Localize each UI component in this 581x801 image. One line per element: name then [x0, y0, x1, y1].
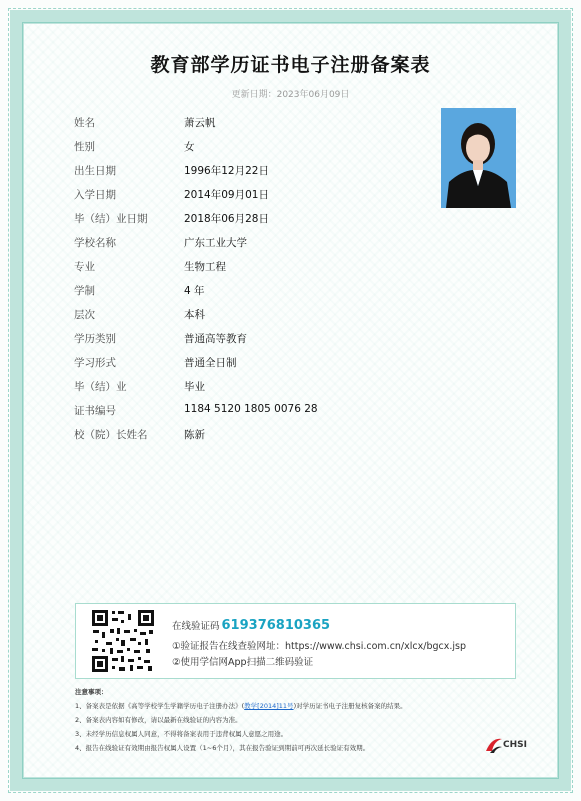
verify-app-line: ②使用学信网App扫描二维码验证	[172, 657, 314, 668]
field-label: 毕（结）业日期	[74, 213, 148, 225]
field-row	[74, 403, 434, 425]
field-label: 毕（结）业	[74, 381, 127, 393]
field-label: 学校名称	[74, 237, 116, 249]
field-row	[74, 187, 434, 209]
field-value: 1184 5120 1805 0076 28	[184, 403, 318, 415]
note-item: 2、备案表内容如有修改，请以最新在线验证的内容为准。	[75, 716, 242, 724]
update-date: 更新日期：2023年06月09日	[231, 90, 350, 100]
field-label: 学历类别	[74, 333, 116, 345]
field-label: 姓名	[74, 117, 95, 129]
verify-code-line	[172, 618, 330, 633]
field-row	[74, 379, 434, 401]
field-value: 毕业	[184, 381, 205, 393]
field-row	[74, 283, 434, 305]
field-label: 入学日期	[74, 189, 116, 201]
notes-section	[75, 687, 495, 757]
note-item: 4、报告在线验证有效期由报告权属人设置（1~6个月），其在报告验证到期前可再次延长验证有效期。	[75, 744, 370, 752]
note-text: )对学历证书电子注册复核备案的结果。	[293, 702, 407, 710]
field-label: 证书编号	[74, 405, 116, 417]
field-label: 学制	[74, 285, 95, 297]
chsi-logo-text: CHSI	[503, 740, 527, 750]
field-row	[74, 307, 434, 329]
field-value: 女	[184, 141, 195, 153]
document-title: 教育部学历证书电子注册备案表	[150, 54, 431, 76]
field-row	[74, 139, 434, 161]
field-row	[74, 259, 434, 281]
note-item	[75, 701, 495, 710]
field-row	[74, 163, 434, 185]
field-label: 性别	[74, 141, 95, 153]
field-label: 校（院）长姓名	[74, 429, 148, 441]
field-label: 学习形式	[74, 357, 116, 369]
field-label: 出生日期	[74, 165, 116, 177]
field-value: 2018年06月28日	[184, 213, 269, 225]
note-item: 3、未经学历信息权属人同意，不得将备案表用于违背权属人意愿之用途。	[75, 730, 288, 738]
field-label: 层次	[74, 309, 95, 321]
field-value: 萧云帆	[184, 117, 216, 129]
field-value: 生物工程	[184, 261, 226, 273]
field-row	[74, 355, 434, 377]
field-value: 陈新	[184, 429, 205, 441]
field-label: 专业	[74, 261, 95, 273]
field-row	[74, 115, 434, 137]
field-value: 1996年12月22日	[184, 165, 269, 177]
field-value: 本科	[184, 309, 205, 321]
note-text: 1、备案表是依据《高等学校学生学籍学历电子注册办法》(	[75, 702, 245, 710]
field-value: 普通全日制	[184, 357, 237, 369]
field-value: 普通高等教育	[184, 333, 247, 345]
id-photo	[441, 108, 516, 208]
notes-title: 注意事项：	[75, 688, 108, 696]
field-value: 2014年09月01日	[184, 189, 269, 201]
field-row	[74, 427, 434, 449]
verify-url-line[interactable]: ①验证报告在线查验网址：https://www.chsi.com.cn/xlcx/bgcx.jsp	[172, 641, 466, 652]
field-row	[74, 211, 434, 233]
verify-code-label: 在线验证码	[172, 621, 220, 632]
regulation-link[interactable]: 教学[2014]11号	[244, 702, 294, 710]
field-value: 广东工业大学	[184, 237, 247, 249]
verify-code[interactable]: 619376810365	[221, 618, 331, 633]
verification-panel	[75, 603, 516, 679]
field-row	[74, 235, 434, 257]
qr-code-icon[interactable]	[90, 608, 156, 674]
field-row	[74, 331, 434, 353]
field-value: 4 年	[184, 285, 205, 297]
portrait-icon	[441, 108, 516, 208]
